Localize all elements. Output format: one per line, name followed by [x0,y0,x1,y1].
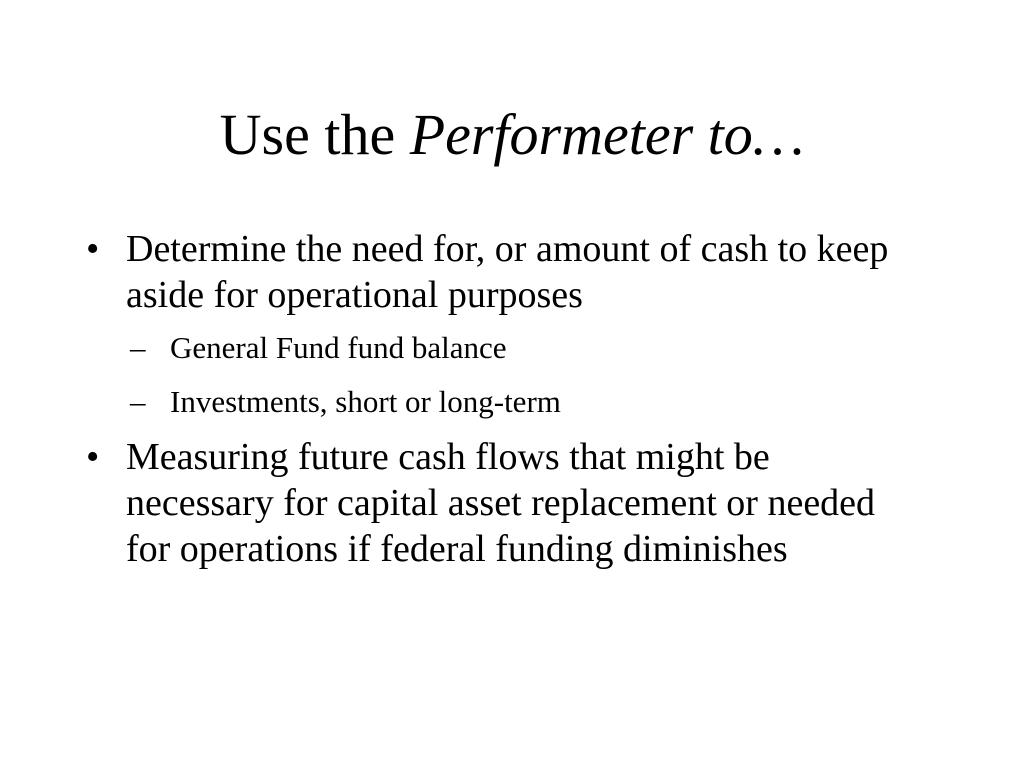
sub-bullet-item [86,384,926,420]
sub-bullet-marker: – [130,330,146,365]
slide-title-prefix: Use the [219,102,396,167]
bullet-marker: • [86,228,100,270]
sub-bullet-text: Investments, short or long-term [170,384,561,419]
slide-body [86,226,926,572]
bullet-item [86,434,926,572]
bullet-item [86,226,926,318]
slide-title-emphasis: Performeter to… [409,102,805,167]
sub-bullet-marker: – [130,384,146,419]
slide-title [0,100,1024,170]
bullet-marker: • [86,436,100,478]
sub-bullet-text: General Fund fund balance [170,330,507,365]
sub-bullet-item [86,330,926,366]
bullet-text: Determine the need for, or amount of cash to keep aside for operational purposes [126,228,889,316]
bullet-text: Measuring future cash flows that might be necessary for capital asset replacement or needed for operations if federal funding diminishes [126,436,876,570]
